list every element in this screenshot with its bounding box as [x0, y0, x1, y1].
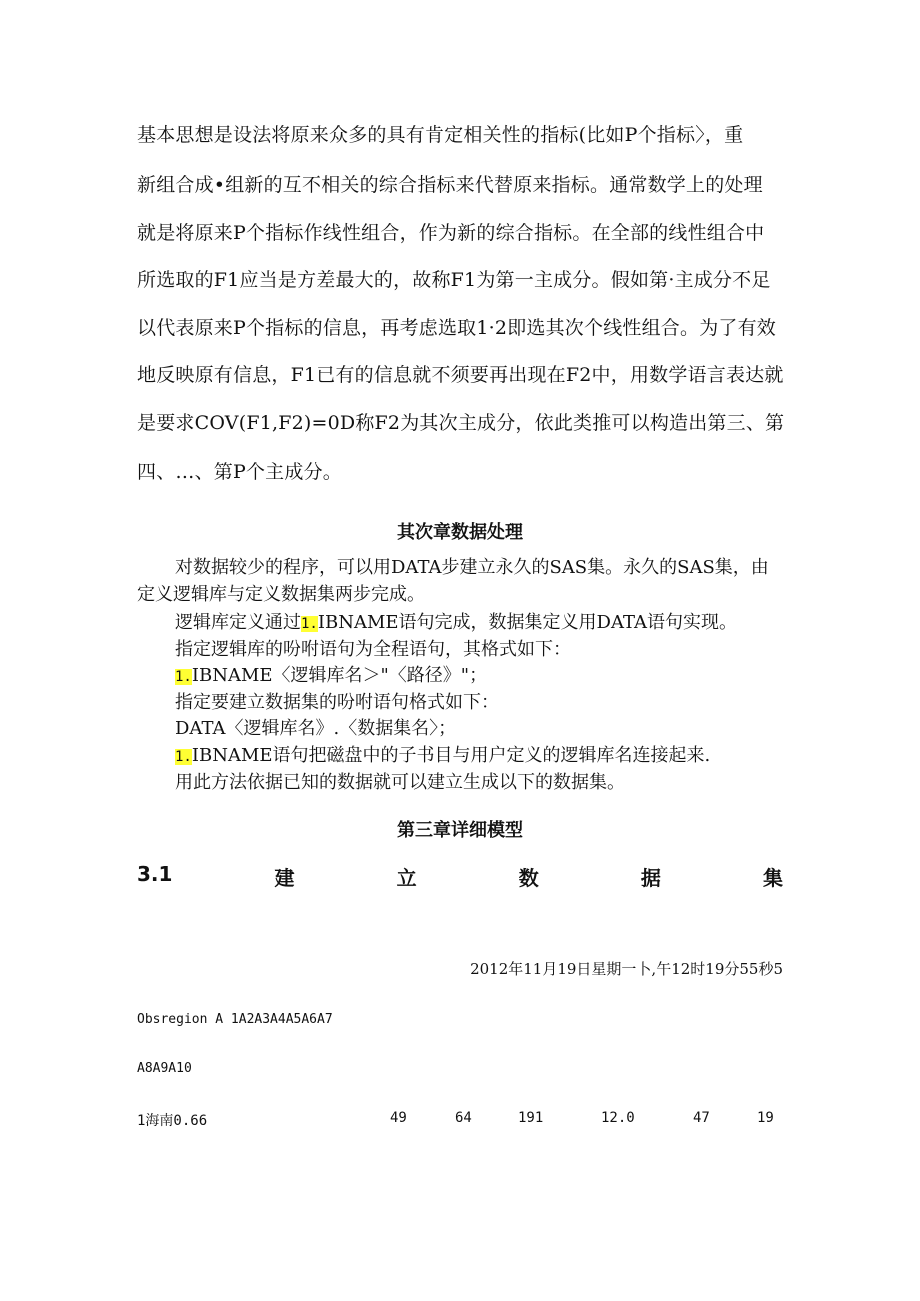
section-title: [137, 862, 783, 892]
table-cell: 64: [455, 1110, 472, 1126]
table-cell: 47: [693, 1110, 710, 1126]
paragraph-line: 是要求COV(F1,F2)=0D称F2为其次主成分，依此类推可以构造出第三、第: [137, 412, 785, 434]
text-segment: IBNAME语句把磁盘中的子书目与用户定义的逻辑库名连接起来.: [191, 745, 711, 766]
table-header: Obsregion A 1A2A3A4A5A6A7: [137, 1012, 333, 1027]
table-cell: 19: [757, 1110, 774, 1126]
paragraph-line: [175, 608, 737, 634]
output-timestamp: 2012年11月19日星期一卜,午12时19分55秒5: [470, 960, 783, 978]
paragraph-line: 以代表原来P个指标的信息，再考虑选取1·2即选其次个线性组合。为了有效: [137, 317, 777, 339]
section-char: 立: [396, 866, 417, 890]
table-cell: 12.0: [601, 1110, 635, 1126]
table-cell: 191: [518, 1110, 544, 1126]
paragraph-line: 指定要建立数据集的吩咐语句格式如下：: [175, 692, 499, 713]
paragraph-line: [175, 741, 710, 767]
chapter-heading: 第三章详细模型: [397, 820, 523, 841]
paragraph-line: 四、…、第P个主成分。: [137, 461, 342, 483]
highlight-mark: 1.: [175, 749, 192, 765]
paragraph-line: 所选取的F1应当是方差最大的，故称F1为第一主成分。假如第·主成分不足: [137, 269, 771, 291]
section-char: 据: [640, 866, 661, 890]
paragraph-line: 对数据较少的程序，可以用DATA步建立永久的SAS集。永久的SAS集，由: [175, 557, 769, 578]
table-header: A8A9A10: [137, 1061, 192, 1076]
section-number: 3.1: [137, 862, 173, 886]
paragraph-line: [175, 661, 487, 687]
paragraph-line: 就是将原来P个指标作线性组合，作为新的综合指标。在全部的线性组合中: [137, 222, 765, 244]
paragraph-line: 基本思想是设法将原来众多的具有肯定相关性的指标(比如P个指标〉，重: [137, 124, 744, 146]
paragraph-line: 地反映原有信息，F1已有的信息就不须要再出现在F2中，用数学语言表达就: [137, 364, 784, 386]
section-char: 建: [274, 866, 295, 890]
table-cell: 1海南0.66: [137, 1113, 208, 1129]
paragraph-line: 定义逻辑库与定义数据集两步完成。: [137, 584, 425, 605]
code-text: IBNAME〈逻辑库名＞"〈路径》"；: [191, 665, 488, 686]
paragraph-line: 新组合成•组新的互不相关的综合指标来代替原来指标。通常数学上的处理: [137, 174, 763, 196]
section-char: 数: [518, 866, 539, 890]
table-cell: 49: [390, 1110, 407, 1126]
code-line: DATA〈逻辑库名》.〈数据集名〉；: [175, 718, 457, 739]
highlight-mark: 1.: [301, 616, 318, 632]
text-segment: IBNAME语句完成，数据集定义用DATA语句实现。: [317, 612, 737, 633]
text-segment: 逻辑库定义通过: [175, 612, 301, 633]
section-char: 集: [762, 866, 783, 890]
paragraph-line: 指定逻辑库的吩咐语句为全程语句，其格式如下：: [175, 639, 571, 660]
chapter-heading: 其次章数据处理: [397, 522, 523, 543]
highlight-mark: 1.: [175, 669, 192, 685]
paragraph-line: 用此方法依据已知的数据就可以建立生成以下的数据集。: [175, 772, 625, 793]
